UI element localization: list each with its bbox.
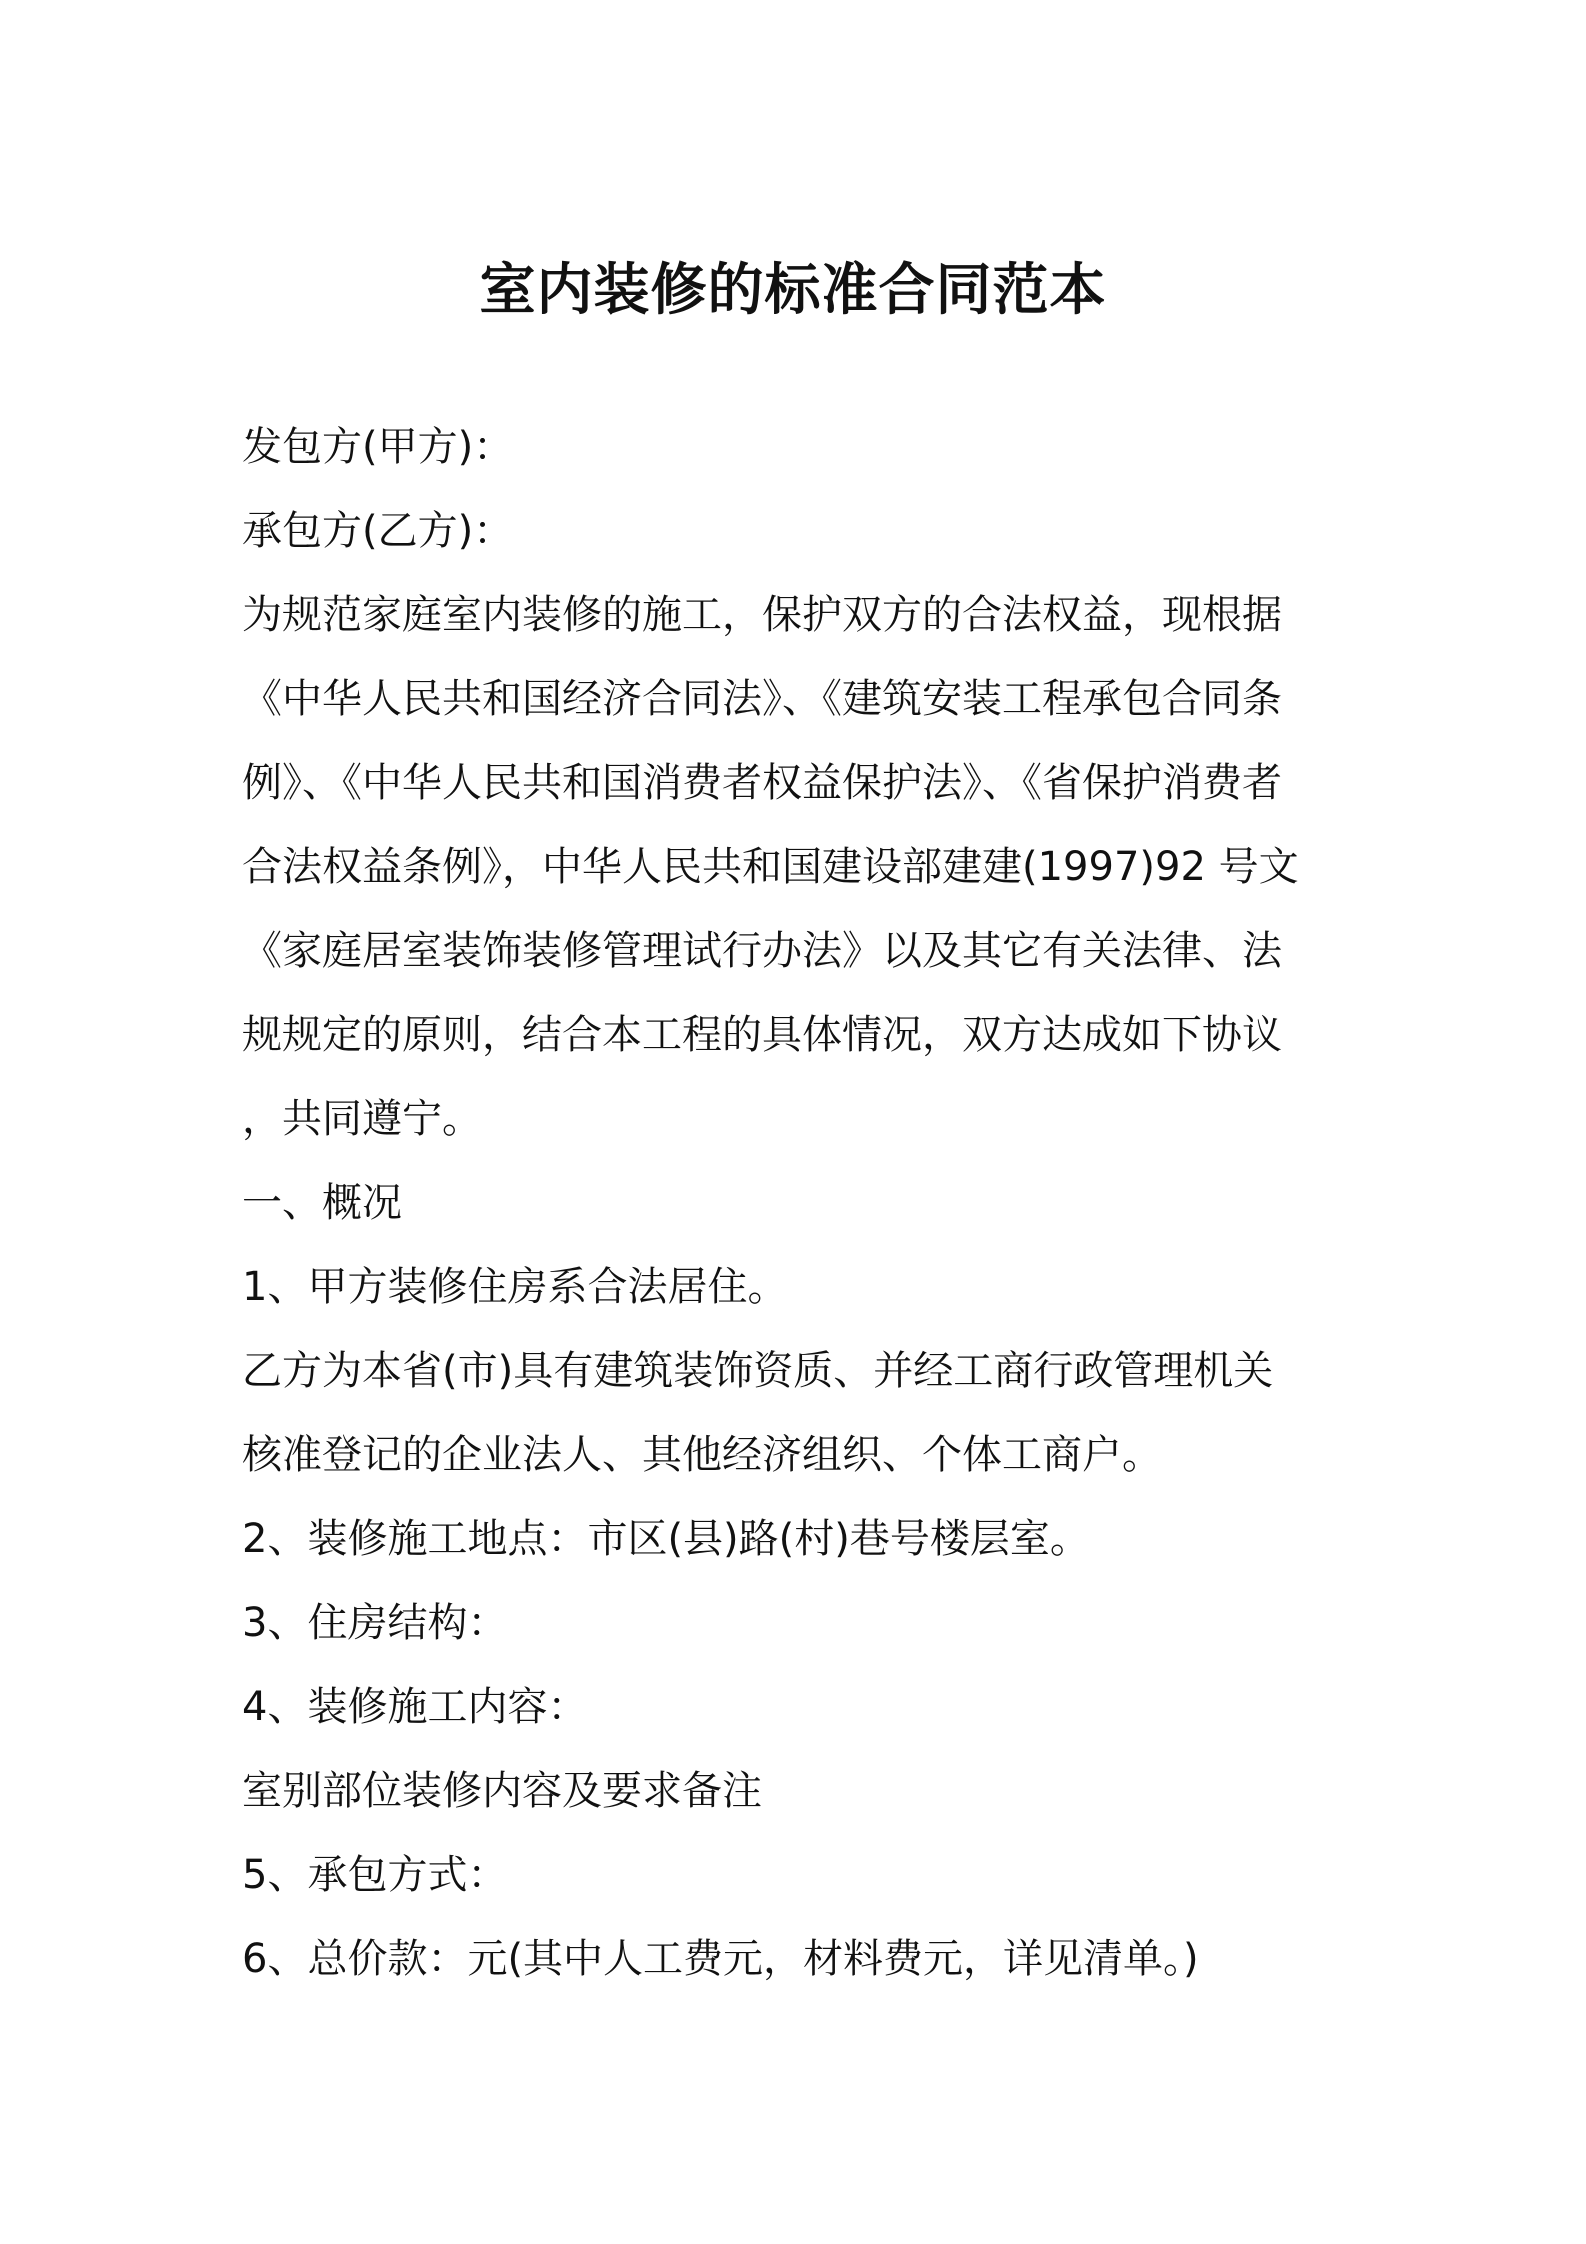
- preamble-line: 《中华人民共和国经济合同法》、《建筑安装工程承包合同条: [242, 676, 1282, 722]
- clause-item-1-detail: 乙方为本省(市)具有建筑装饰资质、并经工商行政管理机关: [242, 1348, 1274, 1394]
- preamble-line: ，共同遵宁。: [242, 1096, 482, 1142]
- clause-item-4-detail: 室别部位装修内容及要求备注: [242, 1768, 762, 1814]
- clause-item-5: 5、承包方式：: [242, 1852, 508, 1898]
- clause-item-6: 6、总价款：元(其中人工费元，材料费元，详见清单。): [242, 1936, 1199, 1982]
- document-body: [242, 405, 1357, 2001]
- preamble-line: 《家庭居室装饰装修管理试行办法》以及其它有关法律、法: [242, 928, 1282, 974]
- clause-item-1: 1、甲方装修住房系合法居住。: [242, 1264, 788, 1310]
- clause-item-2: 2、装修施工地点：市区(县)路(村)巷号楼层室。: [242, 1516, 1090, 1562]
- clause-item-1-detail: 核准登记的企业法人、其他经济组织、个体工商户。: [242, 1432, 1162, 1478]
- party-b-line: 承包方(乙方)：: [242, 508, 514, 554]
- preamble-line: 规规定的原则，结合本工程的具体情况，双方达成如下协议: [242, 1012, 1282, 1058]
- clause-item-4: 4、装修施工内容：: [242, 1684, 588, 1730]
- preamble-line: 例》、《中华人民共和国消费者权益保护法》、《省保护消费者: [242, 760, 1282, 806]
- clause-item-3: 3、住房结构：: [242, 1600, 508, 1646]
- document-title: 室内装修的标准合同范本: [479, 258, 1107, 323]
- preamble-line: 为规范家庭室内装修的施工，保护双方的合法权益，现根据: [242, 592, 1282, 638]
- preamble-line: 合法权益条例》，中华人民共和国建设部建建(1997)92 号文: [242, 844, 1299, 890]
- section-heading-overview: 一、概况: [242, 1180, 402, 1226]
- party-a-line: 发包方(甲方)：: [242, 424, 514, 470]
